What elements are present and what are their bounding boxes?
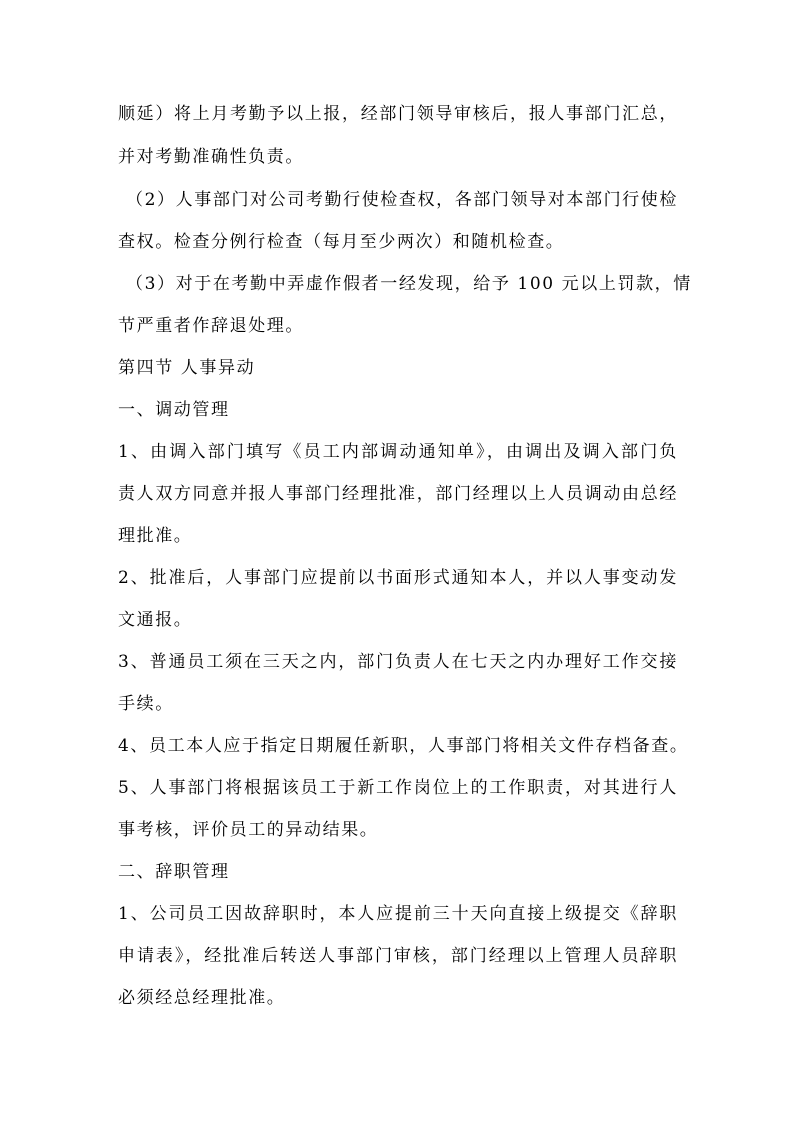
paragraph-line: 4、员工本人应于指定日期履任新职，人事部门将相关文件存档备查。 [118,736,689,756]
paragraph-line: 5、人事部门将根据该员工于新工作岗位上的工作职责，对其进行人 [118,778,678,798]
paragraph-line: 手续。 [118,694,174,714]
paragraph-line: 2、批准后，人事部门应提前以书面形式通知本人，并以人事变动发 [118,568,678,588]
paragraph-line: 事考核，评价员工的异动结果。 [118,820,379,840]
section-heading: 第四节 人事异动 [118,358,256,378]
paragraph-line: 必须经总经理批准。 [118,988,286,1008]
paragraph-line: 1、由调入部门填写《员工内部调动通知单》，由调出及调入部门负 [118,442,678,462]
paragraph-line: 顺延）将上月考勤予以上报，经部门领导审核后，报人事部门汇总， [118,104,678,124]
paragraph-line: 节严重者作辞退处理。 [118,316,304,336]
paragraph-line: （3）对于在考勤中弄虚作假者一经发现，给予 100 元以上罚款，情 [126,274,692,294]
paragraph-line: 查权。检查分例行检查（每月至少两次）和随机检查。 [118,232,565,252]
subsection-heading: 二、辞职管理 [118,862,230,882]
paragraph-line: 理批准。 [118,526,193,546]
paragraph-line: 责人双方同意并报人事部门经理批准，部门经理以上人员调动由总经 [118,484,678,504]
paragraph-line: 并对考勤准确性负责。 [118,147,304,167]
paragraph-line: （2）人事部门对公司考勤行使检查权，各部门领导对本部门行使检 [126,190,678,210]
paragraph-line: 申请表》，经批准后转送人事部门审核，部门经理以上管理人员辞职 [118,946,678,966]
paragraph-line: 3、普通员工须在三天之内，部门负责人在七天之内办理好工作交接 [118,652,678,672]
subsection-heading: 一、调动管理 [118,400,230,420]
paragraph-line: 文通报。 [118,610,193,630]
paragraph-line: 1、公司员工因故辞职时，本人应提前三十天向直接上级提交《辞职 [118,904,678,924]
